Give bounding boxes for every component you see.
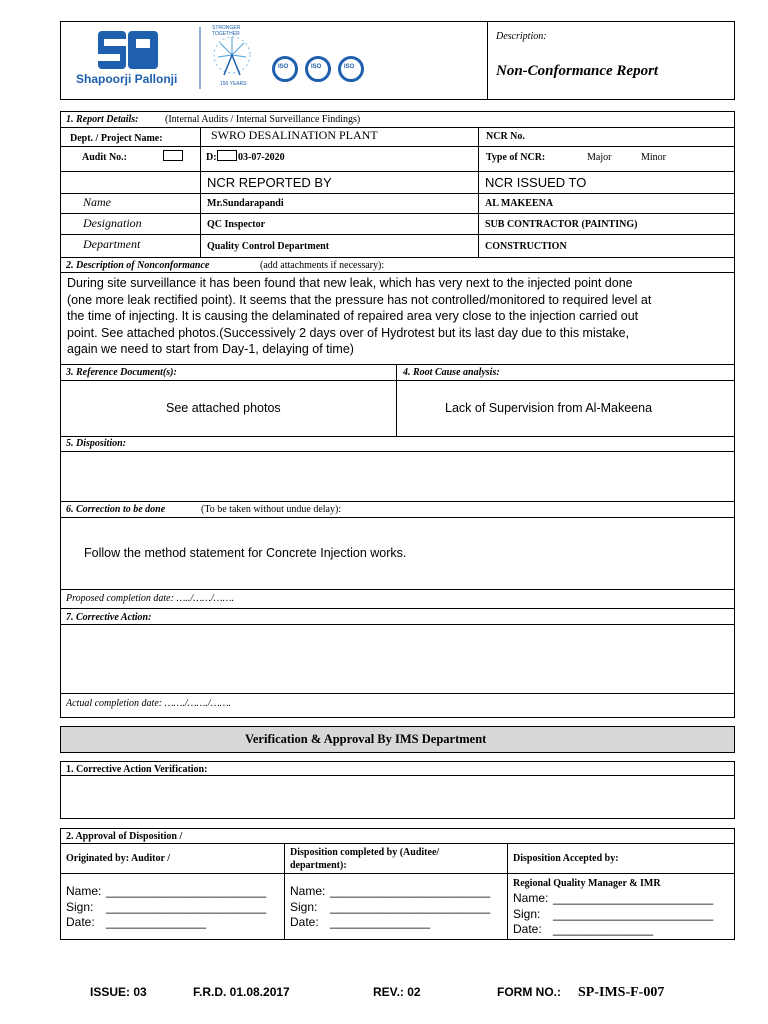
- issued-to-header: NCR ISSUED TO: [485, 175, 587, 190]
- department-label: Department: [83, 237, 141, 251]
- document-title: Non-Conformance Report: [496, 63, 659, 79]
- header-divider: [487, 21, 488, 100]
- date-value: 03-07-2020: [238, 152, 285, 163]
- approval-title: 2. Approval of Disposition /: [66, 831, 183, 842]
- auditee-sign-field[interactable]: ________________________: [330, 899, 491, 914]
- completed-by-header-line1: Disposition completed by (Auditee/: [290, 847, 440, 858]
- section4-title: 4. Root Cause analysis:: [403, 367, 500, 378]
- issued-designation: SUB CONTRACTOR (PAINTING): [485, 219, 638, 230]
- originator-date-field[interactable]: _______________: [106, 915, 207, 929]
- dept-value: SWRO DESALINATION PLANT: [211, 128, 378, 142]
- cert-badge-label: ISO: [278, 64, 289, 70]
- footer-form-value: SP-IMS-F-007: [578, 985, 665, 1000]
- type-minor-option[interactable]: Minor: [641, 152, 666, 163]
- section1-title: 1. Report Details:: [66, 114, 139, 125]
- issued-name: AL MAKEENA: [485, 198, 554, 209]
- reported-department: Quality Control Department: [207, 241, 330, 252]
- name-label: Name:: [290, 884, 326, 898]
- date-label: Date:: [513, 922, 542, 936]
- footer-rev: REV.: 02: [373, 985, 421, 999]
- description-line: (one more leak rectified point). It seems that the pressure has not controlled/monitored to required level at: [67, 292, 652, 307]
- proposed-completion-date[interactable]: Proposed completion date: …../……/…….: [66, 593, 234, 604]
- section1-note: (Internal Audits / Internal Surveillance Findings): [165, 114, 361, 125]
- date-field[interactable]: [217, 150, 237, 161]
- date-label: Date:: [66, 915, 95, 929]
- sign-label: Sign:: [513, 906, 541, 921]
- section6-note: (To be taken without undue delay):: [201, 504, 342, 515]
- dept-label: Dept. / Project Name:: [70, 133, 163, 144]
- name-label: Name:: [513, 891, 549, 905]
- section2-title: 2. Description of Nonconformance: [66, 260, 210, 271]
- footer-form-label: FORM NO.:: [497, 985, 561, 999]
- company-logo: [74, 28, 190, 92]
- sign-label: Sign:: [66, 899, 94, 914]
- footer-frd: F.R.D. 01.08.2017: [193, 985, 290, 999]
- correction-value: Follow the method statement for Concrete Injection works.: [84, 546, 407, 560]
- section7-title: 7. Corrective Action:: [66, 612, 152, 623]
- originated-by-header: Originated by: Auditor /: [66, 853, 170, 864]
- acceptor-date-field[interactable]: _______________: [553, 922, 654, 936]
- acceptor-name-field[interactable]: ________________________: [553, 891, 714, 905]
- disposition-field[interactable]: [61, 452, 734, 500]
- section2-note: (add attachments if necessary):: [260, 260, 385, 271]
- auditee-date-field[interactable]: _______________: [330, 915, 431, 929]
- company-name: Shapoorji Pallonji: [76, 72, 178, 86]
- issued-department: CONSTRUCTION: [485, 241, 567, 252]
- footer-issue: ISSUE: 03: [90, 985, 147, 999]
- name-label: Name:: [66, 884, 102, 898]
- originator-sign-field[interactable]: ________________________: [106, 899, 267, 914]
- anniversary-top-text: STRONGER TOGETHER: [212, 25, 241, 37]
- section3-title: 3. Reference Document(s):: [66, 367, 177, 378]
- verification-title: 1. Corrective Action Verification:: [66, 764, 208, 775]
- ncr-no-label: NCR No.: [486, 131, 525, 142]
- nonconformance-description: [67, 275, 731, 358]
- verification-header-title: Verification & Approval By IMS Department: [245, 732, 487, 746]
- acceptor-sign-field[interactable]: ________________________: [553, 906, 714, 921]
- originator-name-field[interactable]: ________________________: [106, 884, 267, 898]
- description-line: again we need to start from Day-1, delaying of time): [67, 342, 354, 356]
- actual-completion-date[interactable]: Actual completion date: ……./……./…….: [66, 698, 231, 709]
- cert-badge-label: ISO: [311, 64, 322, 70]
- name-label: Name: [83, 195, 111, 209]
- reference-documents-value: See attached photos: [166, 401, 281, 415]
- corrective-action-field[interactable]: [61, 625, 734, 692]
- acceptor-signature-block: [513, 891, 713, 938]
- reported-designation: QC Inspector: [207, 219, 266, 230]
- date-label: Date:: [290, 915, 319, 929]
- type-of-ncr-label: Type of NCR:: [486, 152, 546, 163]
- section6-title: 6. Correction to be done: [66, 504, 166, 515]
- reported-by-header: NCR REPORTED BY: [207, 175, 332, 190]
- anniversary-bottom-text: 150 YEARS: [220, 81, 247, 87]
- reported-name: Mr.Sundarapandi: [207, 198, 284, 209]
- audit-no-label: Audit No.:: [82, 152, 128, 163]
- sign-label: Sign:: [290, 899, 318, 914]
- cert-badge-label: ISO: [344, 64, 355, 70]
- verification-field[interactable]: [61, 776, 734, 818]
- root-cause-value: Lack of Supervision from Al-Makeena: [445, 401, 653, 415]
- description-line: point. See attached photos.(Successively 2 days over of Hydrotest but its last day due to this mistake,: [67, 325, 630, 340]
- regional-manager-role: Regional Quality Manager & IMR: [513, 878, 661, 889]
- description-line: the time of injecting. It is causing the delaminated of repaired area very close to the injection carried out: [67, 309, 639, 323]
- auditee-name-field[interactable]: ________________________: [330, 884, 491, 898]
- accepted-by-header: Disposition Accepted by:: [513, 853, 619, 864]
- date-label: D:: [206, 152, 217, 163]
- anniversary-emblem: [198, 25, 264, 91]
- audit-no-field[interactable]: [163, 150, 183, 161]
- designation-label: Designation: [83, 216, 142, 230]
- originator-signature-block: [66, 884, 266, 931]
- description-line: During site surveillance it has been found that new leak, which has very next to the injected point done: [67, 276, 633, 290]
- auditee-signature-block: [290, 884, 490, 931]
- description-label: Description:: [496, 31, 547, 42]
- section5-title: 5. Disposition:: [66, 438, 127, 449]
- certification-badges: [272, 56, 370, 84]
- type-major-option[interactable]: Major: [587, 152, 612, 163]
- completed-by-header-line2: department):: [290, 860, 347, 871]
